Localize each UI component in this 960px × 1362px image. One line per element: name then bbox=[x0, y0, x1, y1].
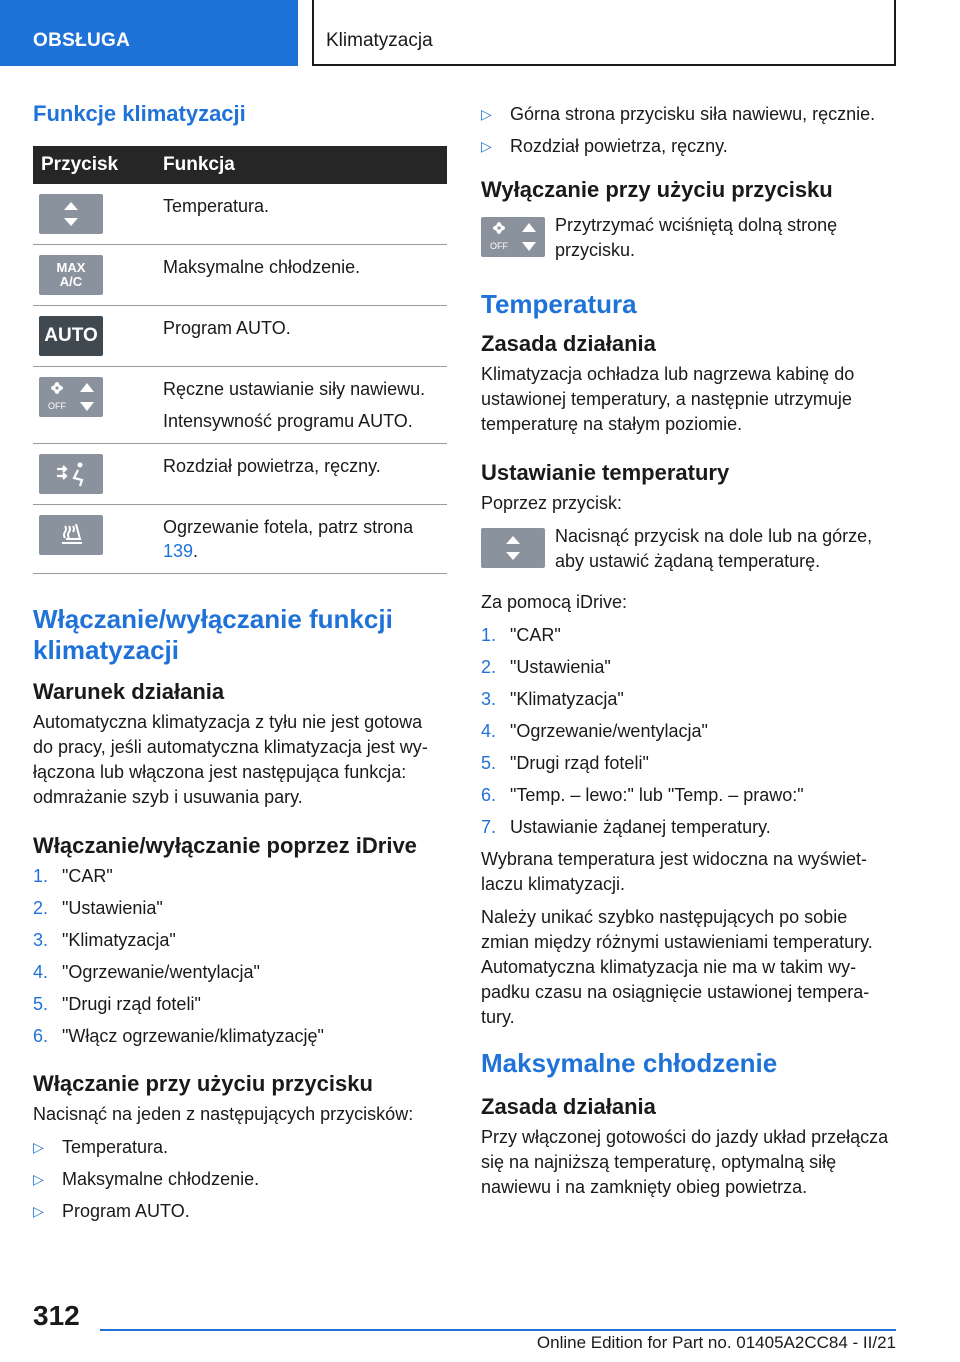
list-item: 2. "Ustawienia" bbox=[481, 657, 611, 677]
fan-off-updown-icon bbox=[39, 377, 103, 417]
table-row bbox=[33, 367, 447, 444]
auto-icon: AUTO bbox=[39, 316, 103, 356]
list-item: 3. "Klimatyzacja" bbox=[481, 689, 624, 709]
subsection-title: Zasada działania bbox=[481, 331, 656, 356]
fan-off-updown-icon bbox=[481, 217, 545, 257]
max-ac-icon: MAX A/C bbox=[39, 255, 103, 295]
subsection-title: Włączanie przy użyciu przycisku bbox=[33, 1071, 373, 1096]
list-item: 2. "Ustawienia" bbox=[33, 898, 163, 918]
col-header-function: Funkcja bbox=[153, 146, 447, 184]
page-link[interactable]: 139 bbox=[163, 541, 194, 561]
row-text: Ogrzewanie fotela, patrz strona 139. bbox=[163, 517, 414, 561]
paragraph: Poprzez przycisk: bbox=[481, 493, 623, 513]
subsection-title: Włączanie/wyłączanie poprzez iDrive bbox=[33, 833, 417, 858]
paragraph: Wybrana temperatura jest widoczna na wyświetlaczu klimatyzacji. bbox=[481, 849, 868, 894]
temperature-updown-icon bbox=[481, 528, 545, 568]
list-item: ▷ Maksymalne chłodzenie. bbox=[33, 1169, 260, 1189]
table-row bbox=[33, 505, 447, 574]
list-item: 1. "CAR" bbox=[481, 625, 561, 645]
idrive-steps bbox=[481, 623, 896, 839]
list-item: 4. "Ogrzewanie/wentylacja" bbox=[481, 721, 708, 741]
triangle-bullet-icon: ▷ bbox=[481, 138, 492, 154]
row-text: Intensywność programu AUTO. bbox=[163, 411, 413, 431]
button-list bbox=[33, 1135, 447, 1223]
col-header-button: Przycisk bbox=[33, 146, 153, 184]
table-row bbox=[33, 306, 447, 367]
section-title: Funkcje klimatyzacji bbox=[33, 101, 246, 126]
section-tab[interactable]: OBSŁUGA bbox=[0, 0, 298, 66]
temperature-updown-icon bbox=[39, 194, 103, 234]
subsection-title: Zasada działania bbox=[481, 1094, 656, 1119]
paragraph: Należy unikać szybko następujących po sobie zmian między różnymi ustawieniami temperatury. Automatyczna klimatyzacja nie ma w takim wypadku czasu na osiągnięcie ustawionej temperatury. bbox=[481, 907, 873, 1027]
svg-text:OFF: OFF bbox=[48, 401, 66, 411]
paragraph: Automatyczna klimatyzacja z tyłu nie jest gotowa do pracy, jeśli automatyczna klimatyzacja jest wyłączona lub włączona jest następująca funkcja: odmrażanie szyb i usuwania pary. bbox=[33, 712, 428, 807]
air-distribution-icon bbox=[39, 454, 103, 494]
footer-divider bbox=[100, 1329, 896, 1331]
table-row bbox=[33, 184, 447, 245]
set-instruction bbox=[481, 524, 896, 574]
top-list bbox=[481, 102, 896, 158]
right-column bbox=[481, 100, 896, 1208]
instruction-text: Nacisnąć przycisk na dole lub na górze, aby ustawić żądaną temperaturę. bbox=[555, 526, 873, 571]
list-item: ▷ Górna strona przycisku siła nawiewu, ręcznie. bbox=[481, 104, 876, 124]
list-item: 3. "Klimatyzacja" bbox=[33, 930, 176, 950]
off-instruction bbox=[481, 213, 896, 263]
table-header-row bbox=[33, 146, 447, 184]
functions-table bbox=[33, 146, 447, 574]
left-column bbox=[33, 100, 447, 1231]
list-item: ▷ Program AUTO. bbox=[33, 1201, 190, 1221]
triangle-bullet-icon: ▷ bbox=[481, 106, 492, 122]
row-text: Rozdział powietrza, ręczny. bbox=[163, 456, 381, 476]
paragraph: Za pomocą iDrive: bbox=[481, 592, 628, 612]
paragraph: Klimatyzacja ochładza lub nagrzewa kabinę do ustawionej temperatury, a następnie utrzymuje temperaturę na stałym poziomie. bbox=[481, 364, 855, 434]
page-header bbox=[0, 0, 960, 66]
row-text: Temperatura. bbox=[163, 196, 270, 216]
row-text: Maksymalne chłodzenie. bbox=[163, 257, 361, 277]
edition-text: Online Edition for Part no. 01405A2CC84 - II/21 bbox=[536, 1333, 896, 1352]
list-item: 7. Ustawianie żądanej temperatury. bbox=[481, 817, 771, 837]
table-row bbox=[33, 444, 447, 505]
list-item: ▷ Temperatura. bbox=[33, 1137, 169, 1157]
paragraph: Nacisnąć na jeden z następujących przycisków: bbox=[33, 1104, 414, 1124]
section-title: Temperatura bbox=[481, 289, 637, 319]
list-item: 5. "Drugi rząd foteli" bbox=[33, 994, 201, 1014]
subsection-title: Warunek działania bbox=[33, 679, 225, 704]
page-number: 312 bbox=[33, 1300, 80, 1331]
page-footer bbox=[0, 1290, 960, 1362]
list-item: 6. "Temp. – lewo:" lub "Temp. – prawo:" bbox=[481, 785, 804, 805]
chapter-tab[interactable]: Klimatyzacja bbox=[312, 0, 896, 66]
instruction-text: Przytrzymać wciśniętą dolną stronę przycisku. bbox=[555, 215, 838, 260]
triangle-bullet-icon: ▷ bbox=[33, 1139, 44, 1155]
svg-text:OFF: OFF bbox=[490, 241, 508, 251]
triangle-bullet-icon: ▷ bbox=[33, 1171, 44, 1187]
section-title: Maksymalne chłodzenie bbox=[481, 1048, 778, 1078]
triangle-bullet-icon: ▷ bbox=[33, 1203, 44, 1219]
table-row bbox=[33, 245, 447, 306]
list-item: 6. "Włącz ogrzewanie/klimatyzację" bbox=[33, 1026, 324, 1046]
idrive-steps bbox=[33, 864, 447, 1048]
row-text: Program AUTO. bbox=[163, 318, 291, 338]
subsection-title: Ustawianie temperatury bbox=[481, 460, 730, 485]
list-item: 5. "Drugi rząd foteli" bbox=[481, 753, 649, 773]
paragraph: Przy włączonej gotowości do jazdy układ przełącza się na najniższą temperaturę, optymalną siłę nawiewu i na zamknięty obieg powietrza. bbox=[481, 1127, 889, 1197]
list-item: 4. "Ogrzewanie/wentylacja" bbox=[33, 962, 260, 982]
list-item: 1. "CAR" bbox=[33, 866, 113, 886]
subsection-title: Wyłączanie przy użyciu przycisku bbox=[481, 177, 833, 202]
row-text: Ręczne ustawianie siły nawiewu. bbox=[163, 379, 426, 399]
section-title: Włączanie/wyłączanie funkcji klimatyzacji bbox=[33, 604, 393, 665]
seat-heating-icon bbox=[39, 515, 103, 555]
list-item: ▷ Rozdział powietrza, ręczny. bbox=[481, 136, 728, 156]
